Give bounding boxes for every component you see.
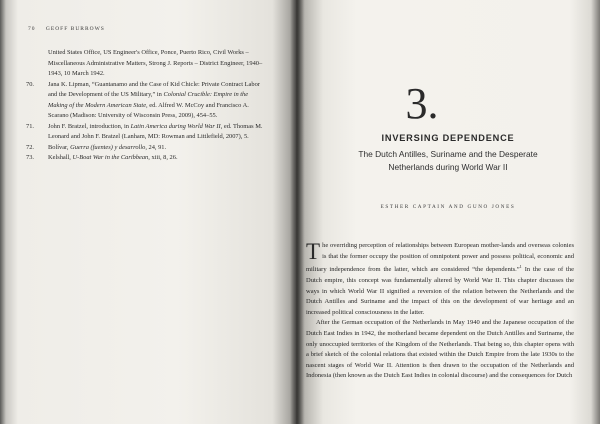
- paragraph-1: [306, 241, 574, 318]
- endnote-number: 72.: [26, 143, 34, 151]
- endnote-text: Kelshall,: [48, 154, 73, 161]
- endnote-text-end: , xiii, 8, 26.: [148, 154, 178, 161]
- endnote-text-end: , ed. Alfred W. McCoy and Francisco A. Scarano (Madison: University of Wisconsin Press, 2009), 454–55.: [48, 101, 249, 119]
- endnote-title: Colonial Crucible: Empire in the Making of the Modern American State: [48, 91, 249, 109]
- endnote-text-end: , ed. Thomas M. Leonard and John F. Bratzel (Lanham, MD: Rowman and Littlefield, 2007), 5.: [48, 122, 263, 140]
- endnote-text: United States Office, US Engineer's Office, Ponce, Puerto Rico, Civil Works – Miscellaneous Administrative Matters, Strong J. Reports – District Engineer, 1940–1943, 10 March 1942.: [48, 49, 263, 77]
- chapter-subtitle-line-2: Netherlands during World War II: [388, 161, 508, 172]
- endnote-70: [26, 80, 266, 122]
- endnote-continued: [26, 48, 266, 80]
- chapter-number: 3.: [405, 79, 439, 128]
- chapter-title: INVERSING DEPENDENCE: [381, 133, 515, 143]
- endnote-number: 70.: [26, 80, 34, 88]
- running-head-title: GEOFF BURROWS: [45, 26, 105, 32]
- endnote-72: [26, 143, 266, 154]
- footnote-marker: 1: [519, 264, 522, 270]
- endnote-title: U-Boat War in the Caribbean: [72, 154, 149, 161]
- endnote-title: Latin America during World War II: [130, 122, 221, 130]
- book-gutter: [290, 0, 304, 424]
- endnote-text: John F. Bratzel, introduction, in: [48, 122, 131, 130]
- chapter-subtitle: [318, 148, 578, 173]
- left-page: [0, 0, 296, 424]
- endnote-number: 73.: [26, 154, 34, 161]
- endnote-text: Bolívar,: [48, 143, 71, 151]
- chapter-subtitle-line-1: The Dutch Antilles, Suriname and the Desperate: [358, 149, 538, 159]
- paragraph-text: After the German occupation of the Netherlands in May 1940 and the Japanese occupation of the Dutch East Indies in 1942, the motherland became dependent on the Dutch Antilles and Suriname, the only unoccupied territories of the Kingdom of the Netherlands. That being so, this chapter opens with a brief sketch of the colonial relations that existed within the Dutch Empire from the late 1930s to the nascent stages of World War II. Attention is then drawn to the occupation of the Netherlands and Indonesia (then known as the Dutch East Indies in colonial discourse) and the consequences for Dutch: [306, 319, 574, 380]
- endnotes: [26, 48, 266, 164]
- folio: 70: [28, 26, 36, 32]
- endnote-title: Guerra (fuentes) y desarrollo: [70, 143, 146, 151]
- drop-cap: T: [306, 239, 321, 264]
- running-head: [28, 26, 105, 32]
- endnote-71: [26, 122, 266, 143]
- endnote-text: Jana K. Lipman, “Guantanamo and the Case of Kid Chicle: Private Contract Labor and the Development of the US Military,” in: [48, 80, 260, 98]
- endnote-text-end: , 24, 91.: [145, 143, 167, 151]
- paragraph-text: he overriding perception of relationships between European mother-lands and overseas colonies is that the former occupy the position of omnipotent power and possess political, economic and military independence from the latter, which are considered “the dependents.”: [306, 242, 574, 274]
- chapter-body: [306, 241, 574, 382]
- endnote-number: 71.: [26, 122, 34, 130]
- chapter-authors: ESTHER CAPTAIN AND GUNO JONES: [380, 204, 516, 210]
- paragraph-text-end: In the case of the Dutch empire, this concept was fundamentally altered by World War II. This chapter discusses the ways in which World War II signified a reversion of the relation between the Netherlands and the Dutch Antilles and Suriname and the impact of this on the development of war heritage and an increased political consciousness in the latter.: [306, 266, 574, 316]
- paragraph-2: [306, 318, 574, 382]
- endnote-73: [26, 153, 266, 164]
